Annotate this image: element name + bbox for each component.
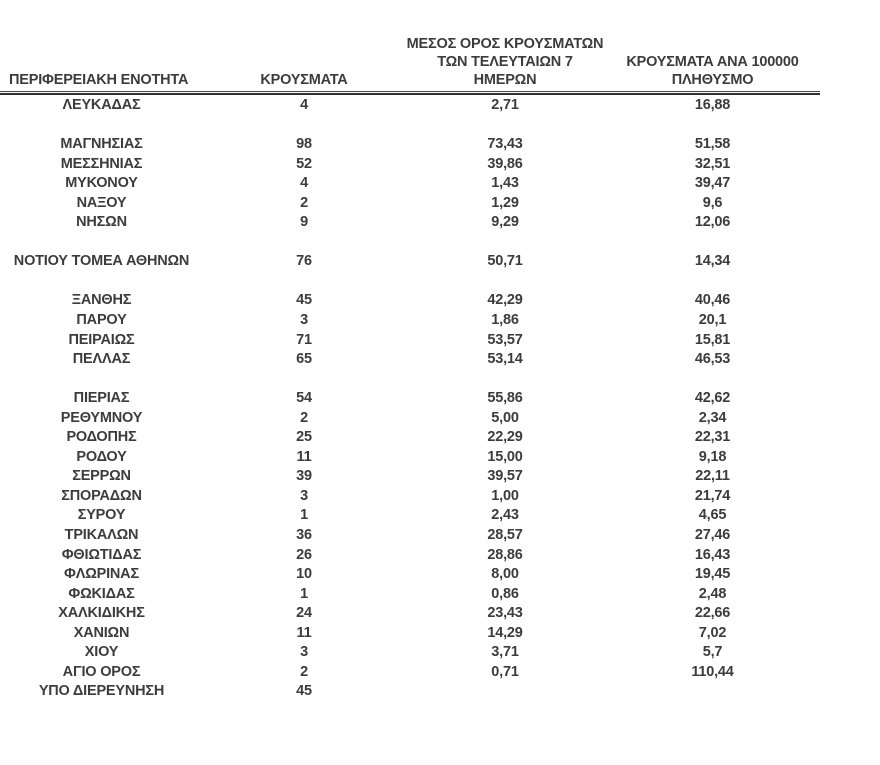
cell-region: ΦΛΩΡΙΝΑΣ	[64, 566, 139, 583]
cell-avg7: 53,57	[487, 331, 523, 348]
cell-cases: 54	[296, 390, 312, 407]
table-row	[0, 643, 820, 663]
cell-avg7: 28,57	[487, 527, 523, 544]
cell-avg7: 3,71	[491, 644, 519, 661]
cell-region: ΣΠΟΡΑΔΩΝ	[61, 487, 142, 504]
table-row	[0, 331, 820, 351]
table-row	[0, 565, 820, 585]
cell-avg7: 55,86	[487, 390, 523, 407]
cell-per100k: 19,45	[694, 566, 731, 583]
cell-cases: 11	[296, 624, 312, 641]
cell-per100k: 2,34	[698, 409, 727, 426]
table-row	[0, 291, 820, 311]
table-row	[0, 467, 820, 487]
cell-avg7: 1,00	[491, 487, 519, 504]
cell-avg7: 39,86	[487, 155, 523, 172]
cell-per100k	[605, 682, 820, 702]
cell-per100k: 16,43	[694, 546, 731, 563]
spacer-row	[0, 116, 820, 136]
cell-per100k: 22,66	[694, 605, 731, 622]
cell-region: ΧΙΟΥ	[84, 644, 119, 661]
table-row	[0, 487, 820, 507]
column-header-label-line1: ΜΕΣΟΣ ΟΡΟΣ ΚΡΟΥΣΜΑΤΩΝ	[406, 36, 604, 52]
cell-region: ΠΕΛΛΑΣ	[72, 351, 131, 368]
table-row	[0, 155, 820, 175]
cell-region: ΧΑΝΙΩΝ	[73, 624, 130, 641]
cell-per100k: 21,74	[694, 487, 731, 504]
cell-cases: 3	[300, 312, 308, 329]
cell-per100k: 22,31	[694, 429, 731, 446]
cell-cases: 24	[296, 605, 312, 622]
cell-cases: 1	[300, 585, 308, 602]
table-row	[0, 252, 820, 272]
table-row	[0, 506, 820, 526]
cell-region: ΡΟΔΟΠΗΣ	[66, 429, 137, 446]
table-row	[0, 389, 820, 409]
cell-per100k: 5,7	[702, 644, 723, 661]
cell-avg7: 2,43	[491, 507, 519, 524]
cell-cases: 71	[296, 331, 312, 348]
cell-per100k: 7,02	[698, 624, 727, 641]
cell-region: ΑΓΙΟ ΟΡΟΣ	[62, 663, 141, 680]
cell-cases: 36	[296, 527, 312, 544]
cell-region: ΝΑΞΟΥ	[76, 194, 127, 211]
cell-cases: 10	[296, 566, 312, 583]
column-header-regional-unit	[0, 71, 203, 89]
cell-region: ΠΙΕΡΙΑΣ	[73, 390, 130, 407]
table-header-row	[0, 0, 820, 89]
column-header-cases	[203, 71, 405, 89]
cell-avg7: 39,57	[487, 468, 523, 485]
column-header-7day-average	[405, 35, 605, 89]
cell-cases: 65	[296, 351, 312, 368]
table-row	[0, 311, 820, 331]
cell-region: ΜΕΣΣΗΝΙΑΣ	[60, 155, 143, 172]
table-row	[0, 526, 820, 546]
cell-avg7: 0,86	[491, 585, 519, 602]
cell-region: ΞΑΝΘΗΣ	[71, 292, 132, 309]
cell-region: ΜΑΓΝΗΣΙΑΣ	[60, 136, 143, 153]
cell-per100k: 22,11	[695, 468, 730, 485]
cell-per100k: 2,48	[698, 585, 727, 602]
cell-region: ΝΗΣΩΝ	[76, 214, 127, 231]
cell-per100k: 27,46	[694, 527, 731, 544]
cell-cases: 39	[296, 468, 312, 485]
cell-region: ΜΥΚΟΝΟΥ	[65, 175, 138, 192]
cell-cases: 1	[300, 507, 308, 524]
cell-avg7: 1,43	[491, 175, 519, 192]
cell-cases: 52	[296, 155, 312, 172]
cell-cases: 4	[300, 175, 308, 192]
cell-region: ΤΡΙΚΑΛΩΝ	[64, 527, 139, 544]
cell-cases: 3	[300, 644, 308, 661]
table-row	[0, 96, 820, 116]
cell-per100k: 14,34	[694, 253, 731, 270]
cell-cases: 45	[296, 683, 312, 700]
cell-cases: 26	[296, 546, 312, 563]
cell-region: ΛΕΥΚΑΔΑΣ	[62, 97, 141, 113]
spacer-row	[0, 272, 820, 292]
table-row	[0, 585, 820, 605]
cell-avg7: 23,43	[487, 605, 523, 622]
cell-avg7: 8,00	[491, 566, 519, 583]
cell-region: ΣΥΡΟΥ	[77, 507, 126, 524]
cell-per100k: 16,88	[694, 97, 731, 113]
cell-avg7: 15,00	[487, 448, 523, 465]
cell-avg7: 0,71	[491, 663, 519, 680]
cell-per100k: 15,81	[694, 331, 731, 348]
cell-avg7: 2,71	[491, 97, 519, 113]
table-body	[0, 95, 820, 702]
cell-cases: 9	[300, 214, 308, 231]
table-row	[0, 448, 820, 468]
cell-cases: 25	[296, 429, 312, 446]
cell-region: ΧΑΛΚΙΔΙΚΗΣ	[58, 605, 145, 622]
table-row	[0, 682, 820, 702]
table-row	[0, 663, 820, 683]
cell-per100k: 51,58	[694, 136, 731, 153]
cell-avg7: 14,29	[487, 624, 523, 641]
cell-region: ΡΟΔΟΥ	[76, 448, 127, 465]
cell-cases: 11	[296, 448, 312, 465]
column-header-cases-per-100k	[605, 53, 820, 89]
cell-per100k: 39,47	[694, 175, 731, 192]
table-row	[0, 135, 820, 155]
table-row	[0, 409, 820, 429]
cell-avg7: 28,86	[487, 546, 523, 563]
spacer-row	[0, 233, 820, 253]
cell-region: ΥΠΟ ΔΙΕΡΕΥΝΗΣΗ	[38, 683, 165, 700]
cell-per100k: 9,6	[702, 194, 723, 211]
column-header-label: ΠΕΡΙΦΕΡΕΙΑΚΗ ΕΝΟΤΗΤΑ	[9, 72, 189, 88]
cell-avg7: 1,86	[491, 312, 519, 329]
cell-avg7: 1,29	[491, 194, 519, 211]
cell-region: ΠΕΙΡΑΙΩΣ	[68, 331, 135, 348]
table-row	[0, 194, 820, 214]
cell-cases: 2	[300, 663, 308, 680]
cell-cases: 2	[300, 194, 308, 211]
cell-avg7: 5,00	[491, 409, 519, 426]
cell-avg7: 73,43	[487, 136, 523, 153]
spacer-row	[0, 370, 820, 390]
cell-cases: 4	[300, 97, 308, 113]
cell-avg7: 22,29	[487, 429, 523, 446]
cell-avg7	[405, 682, 605, 702]
cell-cases: 98	[296, 136, 312, 153]
cell-per100k: 20,1	[698, 312, 727, 329]
cell-per100k: 40,46	[694, 292, 731, 309]
cell-region: ΦΘΙΩΤΙΔΑΣ	[61, 546, 142, 563]
cell-cases: 2	[300, 409, 308, 426]
column-header-label-line2: ΤΩΝ ΤΕΛΕΥΤΑΙΩΝ 7 ΗΜΕΡΩΝ	[437, 54, 573, 88]
cell-per100k: 42,62	[694, 390, 731, 407]
table-row	[0, 624, 820, 644]
cell-per100k: 4,65	[698, 507, 727, 524]
table-row	[0, 213, 820, 233]
table-row	[0, 428, 820, 448]
cell-avg7: 50,71	[487, 253, 523, 270]
cell-cases: 45	[296, 292, 312, 309]
cell-per100k: 9,18	[698, 448, 727, 465]
cell-per100k: 110,44	[691, 663, 734, 680]
cell-region: ΦΩΚΙΔΑΣ	[68, 585, 135, 602]
table-row	[0, 546, 820, 566]
cell-avg7: 53,14	[487, 351, 523, 368]
table-row	[0, 174, 820, 194]
column-header-label-line2: ΠΛΗΘΥΣΜΟ	[671, 72, 754, 88]
cell-avg7: 9,29	[491, 214, 519, 231]
column-header-label-line1: ΚΡΟΥΣΜΑΤΑ ΑΝΑ 100000	[626, 54, 799, 70]
cell-per100k: 12,06	[694, 214, 731, 231]
cell-per100k: 32,51	[694, 155, 731, 172]
cell-region: ΝΟΤΙΟΥ ΤΟΜΕΑ ΑΘΗΝΩΝ	[13, 253, 190, 270]
cell-per100k: 46,53	[694, 351, 731, 368]
table-row	[0, 350, 820, 370]
cell-avg7: 42,29	[487, 292, 523, 309]
cell-region: ΡΕΘΥΜΝΟΥ	[60, 409, 143, 426]
cell-cases: 76	[296, 253, 312, 270]
column-header-label: ΚΡΟΥΣΜΑΤΑ	[260, 72, 348, 88]
cell-cases: 3	[300, 487, 308, 504]
cell-region: ΣΕΡΡΩΝ	[72, 468, 131, 485]
cell-region: ΠΑΡΟΥ	[76, 312, 127, 329]
table-row	[0, 604, 820, 624]
